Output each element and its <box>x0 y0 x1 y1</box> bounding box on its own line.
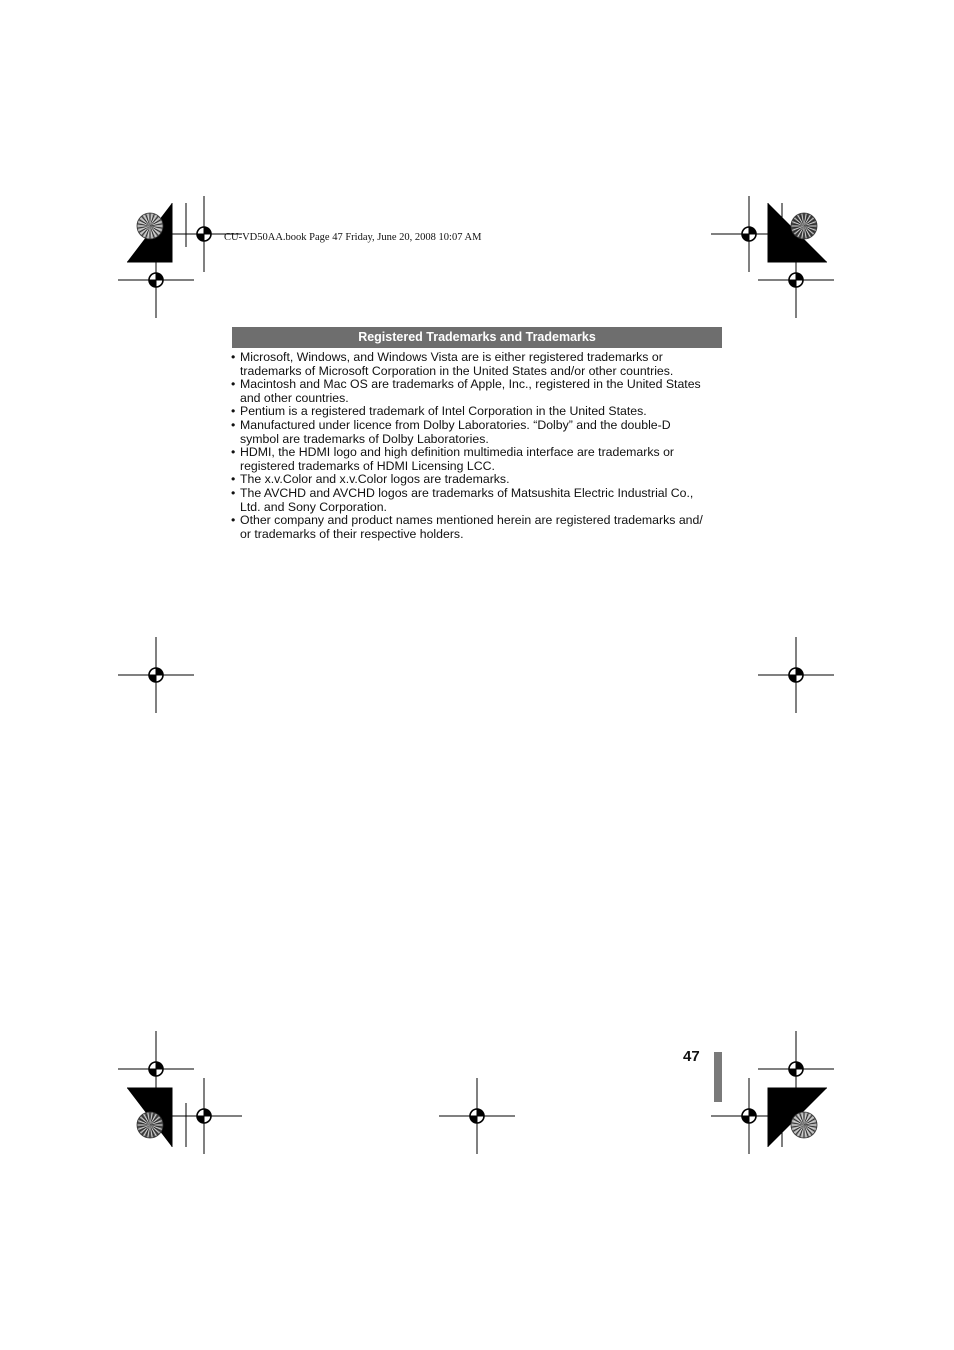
item-line: HDMI, the HDMI logo and high definition multimedia interface are trademarks or <box>240 445 674 460</box>
item-line: The AVCHD and AVCHD logos are trademarks of Matsushita Electric Industrial Co., <box>240 485 694 500</box>
bullet-icon: • <box>231 445 236 460</box>
item-line: trademarks of Microsoft Corporation in the United States and/or other countries. <box>240 363 674 378</box>
item-line: and other countries. <box>240 390 349 405</box>
color-target-icon <box>791 213 817 239</box>
list-item <box>231 473 731 487</box>
bullet-icon: • <box>231 350 236 364</box>
trademark-list <box>231 351 731 541</box>
bullet-icon: • <box>231 485 236 500</box>
list-item <box>231 487 731 514</box>
list-item <box>231 378 731 405</box>
bullet-icon: • <box>231 417 236 432</box>
registration-mark-icon <box>166 1078 242 1154</box>
print-header: CU-VD50AA.book Page 47 Friday, June 20, 2008 10:07 AM <box>224 232 482 243</box>
color-target-icon <box>137 1112 163 1138</box>
item-line: registered trademarks of HDMI Licensing LCC. <box>240 458 495 473</box>
item-line: Other company and product names mentioned herein are registered trademarks and/ <box>240 513 703 528</box>
item-line: Macintosh and Mac OS are trademarks of Apple, Inc., registered in the United States <box>240 377 701 392</box>
item-line: Pentium is a registered trademark of Intel Corporation in the United States. <box>240 404 647 419</box>
item-line: The x.v.Color and x.v.Color logos are trademarks. <box>240 472 510 487</box>
color-target-icon <box>791 1112 817 1138</box>
color-target-icon <box>137 213 163 239</box>
registration-mark-icon <box>118 242 194 318</box>
section-heading: Registered Trademarks and Trademarks <box>232 327 722 348</box>
list-item <box>231 514 731 541</box>
item-line: Ltd. and Sony Corporation. <box>240 499 387 514</box>
item-line: Manufactured under licence from Dolby Laboratories. “Dolby” and the double-D <box>240 417 671 432</box>
item-line: Microsoft, Windows, and Windows Vista are is either registered trademarks or <box>240 350 663 364</box>
list-item <box>231 446 731 473</box>
page-edge-tab <box>714 1052 722 1102</box>
item-line: or trademarks of their respective holders. <box>240 526 464 541</box>
registration-mark-icon <box>439 1078 515 1154</box>
registration-mark-icon <box>758 637 834 713</box>
bullet-icon: • <box>231 377 236 392</box>
registration-mark-icon <box>118 637 194 713</box>
item-line: symbol are trademarks of Dolby Laboratories. <box>240 431 489 446</box>
list-item <box>231 351 731 378</box>
bullet-icon: • <box>231 513 236 528</box>
bullet-icon: • <box>231 472 236 487</box>
registration-mark-icon <box>118 1031 194 1107</box>
bullet-icon: • <box>231 404 236 419</box>
list-item <box>231 405 731 419</box>
list-item <box>231 419 731 446</box>
page-number: 47 <box>683 1048 700 1065</box>
